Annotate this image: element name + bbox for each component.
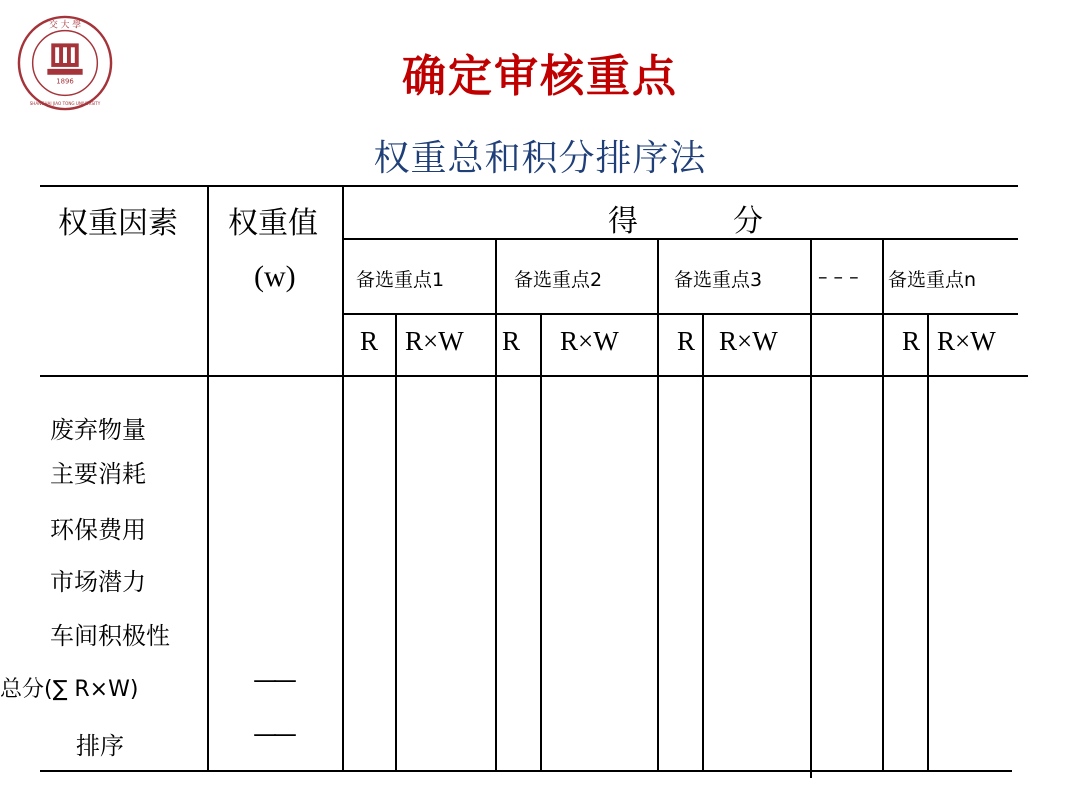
alt-header-n: 备选重点n	[888, 269, 977, 291]
row-label-consumption: 主要消耗	[50, 460, 146, 488]
col-line-2	[342, 185, 344, 771]
header-weight: 权重值	[228, 206, 318, 241]
col-line-4	[495, 238, 497, 771]
header-weight-symbol: (w)	[254, 260, 296, 293]
header-score-char1: 得	[608, 204, 638, 239]
header-score-char2: 分	[733, 204, 763, 239]
page-subtitle: 权重总和积分排序法	[373, 138, 707, 179]
r-label-1: R	[360, 326, 379, 356]
r-label-2: R	[502, 326, 521, 356]
alt-header-1: 备选重点1	[356, 269, 445, 291]
page-title: 确定审核重点	[402, 51, 678, 102]
col-line-7	[702, 313, 704, 771]
row-label-env-cost: 环保费用	[50, 516, 146, 544]
rank-weight-dash: ——	[253, 720, 293, 748]
alt-header-line	[343, 313, 1018, 315]
score-header-line	[343, 238, 1018, 240]
col-line-8	[810, 238, 812, 778]
logo-year: 1896	[56, 77, 74, 86]
row-label-market: 市场潜力	[50, 568, 146, 596]
row-label-rank: 排序	[76, 732, 124, 760]
total-weight-dash: ——	[253, 666, 293, 694]
rw-label-3: R×W	[719, 326, 778, 356]
rw-label-2: R×W	[560, 326, 619, 356]
header-factor: 权重因素	[58, 206, 178, 241]
table-bottom-line	[40, 770, 1012, 772]
row-label-total: 总分(∑ R×W)	[0, 677, 139, 702]
alt-header-3: 备选重点3	[674, 269, 763, 291]
rw-label-n: R×W	[937, 326, 996, 356]
logo-top-chars: 交 大 學	[48, 20, 82, 31]
row-label-waste: 废弃物量	[50, 416, 146, 444]
row-label-workshop: 车间积极性	[50, 622, 170, 650]
col-line-9	[882, 238, 884, 771]
alt-header-ellipsis: – – –	[818, 266, 859, 288]
col-line-5	[540, 313, 542, 771]
table-top-line	[40, 185, 1018, 187]
r-label-3: R	[677, 326, 696, 356]
col-line-1	[207, 185, 209, 771]
logo-ring-text: SHANGHAI JIAO TONG UNIVERSITY	[29, 101, 101, 107]
r-label-n: R	[902, 326, 921, 356]
alt-header-2: 备选重点2	[514, 269, 603, 291]
rw-label-1: R×W	[405, 326, 464, 356]
col-line-10	[927, 313, 929, 771]
col-line-3	[395, 313, 397, 771]
header-bottom-line	[40, 375, 1028, 377]
col-line-6	[657, 238, 659, 771]
